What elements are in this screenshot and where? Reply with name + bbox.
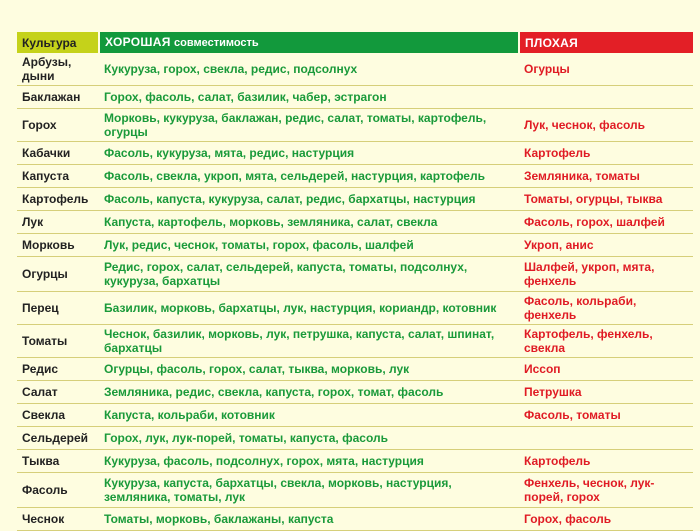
bad-cell: Земляника, томаты bbox=[519, 165, 693, 188]
table-row bbox=[17, 358, 693, 381]
table-row bbox=[17, 427, 693, 450]
crop-cell: Картофель bbox=[17, 188, 99, 211]
table-row bbox=[17, 508, 693, 531]
crop-cell: Чеснок bbox=[17, 508, 99, 531]
good-cell: Капуста, картофель, морковь, земляника, салат, свекла bbox=[99, 211, 519, 234]
good-cell: Капуста, кольраби, котовник bbox=[99, 404, 519, 427]
crop-cell: Сельдерей bbox=[17, 427, 99, 450]
good-cell: Томаты, морковь, баклажаны, капуста bbox=[99, 508, 519, 531]
crop-cell: Фасоль bbox=[17, 473, 99, 508]
header-row bbox=[17, 32, 693, 53]
table-row bbox=[17, 86, 693, 109]
table-row bbox=[17, 450, 693, 473]
table-row bbox=[17, 211, 693, 234]
bad-cell: Фасоль, горох, шалфей bbox=[519, 211, 693, 234]
crop-cell: Капуста bbox=[17, 165, 99, 188]
table-row bbox=[17, 109, 693, 142]
crop-cell: Томаты bbox=[17, 325, 99, 358]
header-good bbox=[99, 32, 519, 53]
table-header bbox=[17, 32, 693, 53]
crop-cell: Арбузы, дыни bbox=[17, 53, 99, 86]
crop-cell: Перец bbox=[17, 292, 99, 325]
table-row bbox=[17, 292, 693, 325]
bad-cell: Картофель bbox=[519, 450, 693, 473]
header-crop: Культура bbox=[17, 32, 99, 53]
good-cell: Кукуруза, фасоль, подсолнух, горох, мята, настурция bbox=[99, 450, 519, 473]
bad-cell: Фенхель, чеснок, лук-порей, горох bbox=[519, 473, 693, 508]
header-bad: ПЛОХАЯ bbox=[519, 32, 693, 53]
bad-cell: Фасоль, кольраби, фенхель bbox=[519, 292, 693, 325]
good-cell: Огурцы, фасоль, горох, салат, тыква, морковь, лук bbox=[99, 358, 519, 381]
good-cell: Земляника, редис, свекла, капуста, горох, томат, фасоль bbox=[99, 381, 519, 404]
table-row bbox=[17, 381, 693, 404]
bad-cell: Горох, фасоль bbox=[519, 508, 693, 531]
good-cell: Кукуруза, горох, свекла, редис, подсолнух bbox=[99, 53, 519, 86]
good-cell: Фасоль, кукуруза, мята, редис, настурция bbox=[99, 142, 519, 165]
header-good-rest: совместимость bbox=[174, 37, 259, 49]
crop-cell: Тыква bbox=[17, 450, 99, 473]
bad-cell: Лук, чеснок, фасоль bbox=[519, 109, 693, 142]
compatibility-table bbox=[17, 32, 693, 531]
compatibility-table-container bbox=[17, 32, 693, 531]
good-cell: Чеснок, базилик, морковь, лук, петрушка, капуста, салат, шпинат, бархатцы bbox=[99, 325, 519, 358]
crop-cell: Лук bbox=[17, 211, 99, 234]
crop-cell: Огурцы bbox=[17, 257, 99, 292]
bad-cell: Томаты, огурцы, тыква bbox=[519, 188, 693, 211]
good-cell: Фасоль, свекла, укроп, мята, сельдерей, настурция, картофель bbox=[99, 165, 519, 188]
good-cell: Редис, горох, салат, сельдерей, капуста, томаты, подсолнух, кукуруза, бархатцы bbox=[99, 257, 519, 292]
good-cell: Лук, редис, чеснок, томаты, горох, фасоль, шалфей bbox=[99, 234, 519, 257]
table-row bbox=[17, 404, 693, 427]
crop-cell: Баклажан bbox=[17, 86, 99, 109]
table-row bbox=[17, 325, 693, 358]
good-cell: Кукуруза, капуста, бархатцы, свекла, морковь, настурция, земляника, томаты, лук bbox=[99, 473, 519, 508]
good-cell: Базилик, морковь, бархатцы, лук, настурция, кориандр, котовник bbox=[99, 292, 519, 325]
table-row bbox=[17, 53, 693, 86]
bad-cell bbox=[519, 86, 693, 109]
good-cell: Горох, фасоль, салат, базилик, чабер, эстрагон bbox=[99, 86, 519, 109]
bad-cell: Укроп, анис bbox=[519, 234, 693, 257]
good-cell: Горох, лук, лук-порей, томаты, капуста, фасоль bbox=[99, 427, 519, 450]
crop-cell: Горох bbox=[17, 109, 99, 142]
bad-cell: Картофель, фенхель, свекла bbox=[519, 325, 693, 358]
crop-cell: Салат bbox=[17, 381, 99, 404]
good-cell: Морковь, кукуруза, баклажан, редис, салат, томаты, картофель, огурцы bbox=[99, 109, 519, 142]
bad-cell: Картофель bbox=[519, 142, 693, 165]
bad-cell: Шалфей, укроп, мята, фенхель bbox=[519, 257, 693, 292]
bad-cell: Петрушка bbox=[519, 381, 693, 404]
bad-cell: Иссоп bbox=[519, 358, 693, 381]
table-row bbox=[17, 165, 693, 188]
crop-cell: Морковь bbox=[17, 234, 99, 257]
bad-cell: Фасоль, томаты bbox=[519, 404, 693, 427]
table-row bbox=[17, 257, 693, 292]
crop-cell: Редис bbox=[17, 358, 99, 381]
table-row bbox=[17, 188, 693, 211]
table-body bbox=[17, 53, 693, 531]
good-cell: Фасоль, капуста, кукуруза, салат, редис, бархатцы, настурция bbox=[99, 188, 519, 211]
bad-cell bbox=[519, 427, 693, 450]
table-row bbox=[17, 234, 693, 257]
table-row bbox=[17, 473, 693, 508]
crop-cell: Кабачки bbox=[17, 142, 99, 165]
table-row bbox=[17, 142, 693, 165]
header-good-caps: ХОРОШАЯ bbox=[105, 35, 171, 49]
crop-cell: Свекла bbox=[17, 404, 99, 427]
bad-cell: Огурцы bbox=[519, 53, 693, 86]
